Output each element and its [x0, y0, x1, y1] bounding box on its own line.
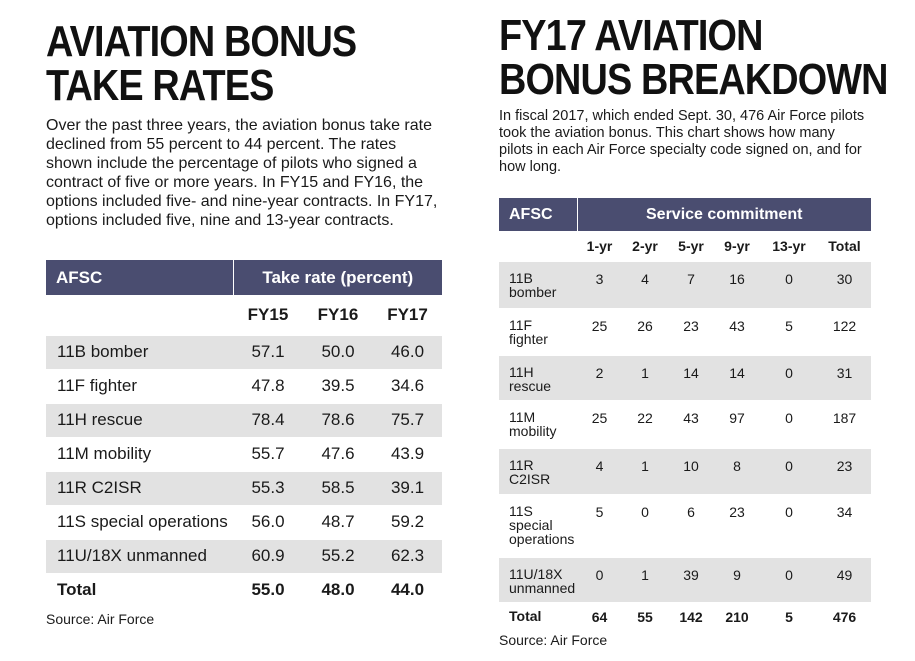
table-row — [499, 557, 871, 602]
service-commitment-header: Service commitment — [577, 198, 871, 231]
table-row — [499, 308, 871, 355]
take-rates-intro: Over the past three years, the aviation bonus take rate declined from 55 percent to 44 percent. The rates shown include the percentage of pilots who signed a contract of five or more years. In FY15 and FY16, the options included five- and nine-year contracts. In FY17, options included five, nine and 13-year contracts. — [46, 117, 438, 229]
total-row — [499, 602, 871, 630]
row-label — [499, 557, 577, 602]
column-header-fy17: FY17 — [387, 304, 428, 324]
row-label: 11M mobility — [46, 437, 233, 471]
take-rate-header: Take rate (percent) — [233, 260, 442, 295]
data-cell-fy15: 47.8 — [233, 369, 303, 403]
row-label — [499, 261, 577, 308]
data-cell-1-yr: 3 — [577, 261, 622, 308]
data-cell-fy16: 47.6 — [303, 437, 373, 471]
total-cell-9-yr: 210 — [714, 602, 760, 630]
table-row — [46, 505, 442, 539]
data-cell-fy15: 55.7 — [233, 437, 303, 471]
row-label: 11F fighter — [46, 369, 233, 403]
data-cell-13-yr: 0 — [760, 557, 818, 602]
total-cell-fy16: 48.0 — [303, 573, 373, 607]
data-cell-13-yr: 0 — [760, 400, 818, 448]
breakdown-title — [499, 11, 888, 104]
table-header-row — [499, 198, 871, 231]
row-label-line: C2ISR — [509, 470, 551, 487]
breakdown-source: Source: Air Force — [499, 632, 608, 648]
total-cell-fy15: 55.0 — [233, 573, 303, 607]
row-label-line: bomber — [509, 283, 557, 300]
data-cell-5-yr: 14 — [668, 355, 714, 400]
column-header-total: Total — [828, 237, 861, 254]
data-cell-fy17: 39.1 — [373, 471, 442, 505]
data-cell-2-yr: 1 — [622, 355, 668, 400]
row-label: 11S special operations — [46, 505, 233, 539]
row-label — [499, 355, 577, 400]
total-label: Total — [46, 573, 233, 607]
blank-header-cell — [46, 295, 233, 335]
data-cell-9-yr: 16 — [714, 261, 760, 308]
title-line-2: TAKE RATES — [46, 61, 274, 110]
take-rates-panel — [46, 0, 442, 627]
data-cell-5-yr: 39 — [668, 557, 714, 602]
row-label-line: 11H — [509, 363, 534, 380]
row-label-line: fighter — [509, 330, 548, 347]
total-cell-13-yr: 5 — [760, 602, 818, 630]
row-label: 11R C2ISR — [46, 471, 233, 505]
table-header-row — [46, 260, 442, 295]
data-cell-13-yr: 0 — [760, 261, 818, 308]
data-cell-13-yr: 0 — [760, 355, 818, 400]
data-cell-5-yr: 23 — [668, 308, 714, 355]
row-label-line: 11S — [509, 502, 533, 519]
data-cell-9-yr: 14 — [714, 355, 760, 400]
data-cell-fy17: 59.2 — [373, 505, 442, 539]
term-header-row — [499, 231, 871, 261]
row-label-line: 11R — [509, 456, 534, 473]
data-cell-2-yr: 1 — [622, 557, 668, 602]
total-cell-total: 476 — [818, 602, 871, 630]
data-cell-5-yr: 10 — [668, 448, 714, 494]
total-cell-2-yr: 55 — [622, 602, 668, 630]
row-label — [499, 308, 577, 355]
data-cell-total: 122 — [818, 308, 871, 355]
data-cell-fy15: 57.1 — [233, 335, 303, 369]
data-cell-fy16: 50.0 — [303, 335, 373, 369]
data-cell-9-yr: 8 — [714, 448, 760, 494]
column-header-5-yr: 5-yr — [678, 237, 704, 254]
take-rates-source: Source: Air Force — [46, 611, 155, 627]
data-cell-2-yr: 22 — [622, 400, 668, 448]
data-cell-total: 23 — [818, 448, 871, 494]
data-cell-2-yr: 26 — [622, 308, 668, 355]
column-header-13-yr: 13-yr — [772, 237, 806, 254]
data-cell-2-yr: 0 — [622, 494, 668, 557]
total-cell-1-yr: 64 — [577, 602, 622, 630]
data-cell-1-yr: 25 — [577, 400, 622, 448]
afsc-header: AFSC — [499, 198, 577, 231]
table-row — [499, 494, 871, 557]
data-cell-5-yr: 6 — [668, 494, 714, 557]
data-cell-1-yr: 2 — [577, 355, 622, 400]
data-cell-13-yr: 0 — [760, 494, 818, 557]
row-label-line: 11F — [509, 316, 533, 333]
table-row — [46, 471, 442, 505]
column-header-9-yr: 9-yr — [724, 237, 750, 254]
data-cell-total: 187 — [818, 400, 871, 448]
row-label-line: operations — [509, 530, 575, 547]
row-label-line: special — [509, 516, 553, 533]
data-cell-total: 30 — [818, 261, 871, 308]
take-rates-title — [46, 17, 387, 110]
year-header-row — [46, 295, 442, 335]
data-cell-9-yr: 43 — [714, 308, 760, 355]
row-label-line: 11M — [509, 408, 536, 425]
data-cell-1-yr: 4 — [577, 448, 622, 494]
data-cell-fy15: 60.9 — [233, 539, 303, 573]
row-label — [499, 400, 577, 448]
row-label-line: rescue — [509, 377, 552, 394]
data-cell-13-yr: 0 — [760, 448, 818, 494]
title-line-1: FY17 AVIATION — [499, 11, 763, 60]
column-header-1-yr: 1-yr — [586, 237, 613, 254]
data-cell-2-yr: 4 — [622, 261, 668, 308]
breakdown-table — [499, 198, 871, 630]
data-cell-fy17: 43.9 — [373, 437, 442, 471]
data-cell-1-yr: 25 — [577, 308, 622, 355]
data-cell-total: 34 — [818, 494, 871, 557]
row-label — [499, 448, 577, 494]
total-label: Total — [499, 602, 577, 630]
row-label-line: mobility — [509, 422, 557, 439]
data-cell-fy17: 46.0 — [373, 335, 442, 369]
blank-header-cell — [499, 231, 577, 261]
row-label: 11H rescue — [46, 403, 233, 437]
title-line-1: AVIATION BONUS — [46, 17, 357, 66]
column-header-2-yr: 2-yr — [632, 237, 658, 254]
data-cell-5-yr: 7 — [668, 261, 714, 308]
total-cell-5-yr: 142 — [668, 602, 714, 630]
data-cell-2-yr: 1 — [622, 448, 668, 494]
table-row — [46, 437, 442, 471]
data-cell-fy17: 75.7 — [373, 403, 442, 437]
data-cell-fy16: 48.7 — [303, 505, 373, 539]
row-label: 11U/18X unmanned — [46, 539, 233, 573]
breakdown-intro: In fiscal 2017, which ended Sept. 30, 476 Air Force pilots took the aviation bonus. This chart shows how many pilots in each Air Force specialty code signed on, and for how long. — [499, 108, 865, 175]
data-cell-fy17: 34.6 — [373, 369, 442, 403]
data-cell-5-yr: 43 — [668, 400, 714, 448]
afsc-header: AFSC — [46, 260, 233, 295]
row-label-line: 11U/18X — [509, 565, 563, 582]
row-label — [499, 494, 577, 557]
data-cell-9-yr: 97 — [714, 400, 760, 448]
total-cell-fy17: 44.0 — [373, 573, 442, 607]
table-row — [46, 539, 442, 573]
data-cell-fy15: 78.4 — [233, 403, 303, 437]
data-cell-9-yr: 23 — [714, 494, 760, 557]
row-label: 11B bomber — [46, 335, 233, 369]
data-cell-fy16: 39.5 — [303, 369, 373, 403]
data-cell-13-yr: 5 — [760, 308, 818, 355]
data-cell-fy15: 56.0 — [233, 505, 303, 539]
data-cell-fy16: 58.5 — [303, 471, 373, 505]
table-row — [499, 448, 871, 494]
column-header-fy16: FY16 — [317, 304, 359, 324]
take-rates-table — [46, 260, 442, 607]
column-header-fy15: FY15 — [247, 304, 289, 324]
data-cell-1-yr: 5 — [577, 494, 622, 557]
table-row — [46, 369, 442, 403]
data-cell-fy15: 55.3 — [233, 471, 303, 505]
data-cell-total: 49 — [818, 557, 871, 602]
table-row — [499, 261, 871, 308]
row-label-line: unmanned — [509, 579, 576, 596]
row-label-line: 11B — [509, 269, 533, 286]
bonus-breakdown-panel — [499, 0, 888, 648]
table-row — [46, 403, 442, 437]
title-line-2: BONUS BREAKDOWN — [499, 55, 888, 104]
data-cell-fy16: 78.6 — [303, 403, 373, 437]
data-cell-fy16: 55.2 — [303, 539, 373, 573]
table-row — [499, 400, 871, 448]
table-row — [499, 355, 871, 400]
data-cell-fy17: 62.3 — [373, 539, 442, 573]
table-row — [46, 335, 442, 369]
data-cell-9-yr: 9 — [714, 557, 760, 602]
data-cell-1-yr: 0 — [577, 557, 622, 602]
data-cell-total: 31 — [818, 355, 871, 400]
total-row — [46, 573, 442, 607]
